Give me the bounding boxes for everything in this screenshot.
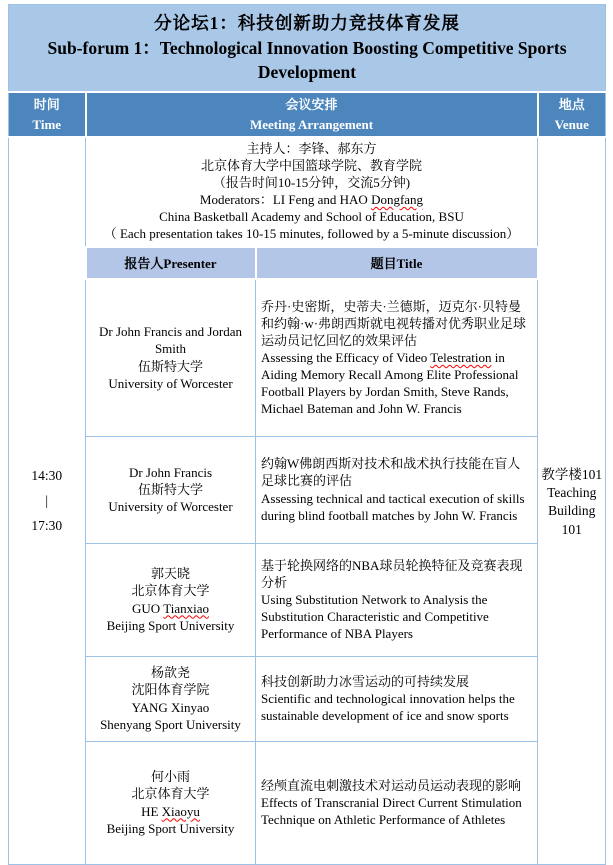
paper-title-en [261,349,533,418]
moderator-line-zh-1: 主持人：李锋、郝东方 [246,141,377,157]
session-row-3 [9,543,606,656]
column-header-venue [538,92,606,137]
moderator-line-en-3: （ Each presentation takes 10-15 minutes, followed by a 5-minute discussion） [103,225,520,241]
presenter-affiliation-zh: 北京体育大学 [131,583,210,599]
paper-title-zh: 科技创新助力冰雪运动的可持续发展 [261,673,470,689]
moderator-info [86,137,538,246]
session-row-5 [9,741,606,864]
paper-title-en-post: in Aiding Memory Recall Among Elite Professional Football Players by Jordan Smith, Steve Rands, Michael Bateman and John W. Francis [261,350,519,417]
column-header-meeting [86,92,538,137]
session-time [9,137,86,864]
subforum-schedule-table [8,4,606,865]
venue-header-en: Venue [554,116,589,132]
paper-title-cell [256,656,538,741]
moderator-name-dongfang: Dongfang [371,191,424,207]
presenter-cell [86,279,256,437]
subforum-title-en: Sub-forum 1：Technological Innovation Boosting Competitive Sports Development [47,38,567,82]
paper-title-en: Using Substitution Network to Analysis the Substitution Characteristic and Competitive Performance of NBA Players [261,592,489,642]
presenter-name-zh: 郭天晓 [150,566,190,582]
paper-title-en: Effects of Transcranial Direct Current Stimulation Technique on Athletic Performance of Athletes [261,795,522,828]
session-row-2 [9,436,606,543]
moderator-line-en-2: China Basketball Academy and School of Education, BSU [159,208,464,224]
paper-title-cell [256,436,538,543]
presenter-name: Dr John Francis and Jordan Smith [99,324,242,357]
title-band [9,5,606,93]
paper-title-en-wavy: Telestration [430,350,492,366]
presenter-name-en [89,803,252,820]
paper-title-en-pre: Assessing the Efficacy of Video [261,350,431,366]
presenter-name-en [89,600,252,617]
session-row-1 [9,279,606,437]
presenter-affiliation-zh: 沈阳体育学院 [131,682,210,698]
subforum-title-zh: 分论坛1：科技创新助力竞技体育发展 [154,13,460,33]
presenter-name-zh: 杨歆尧 [150,665,190,681]
presenter-givenname: Tianxiao [163,600,209,616]
session-row-4 [9,656,606,741]
paper-title-cell [256,279,538,437]
presenter-affiliation-zh: 北京体育大学 [131,786,210,802]
time-header-en: Time [32,116,62,132]
paper-title-zh: 基于轮换网络的NBA球员轮换特征及竞赛表现分析 [261,557,523,590]
paper-title-en: Scientific and technological innovation helps the sustainable development of ice and snow sports [261,691,515,724]
presenter-affiliation-en: Beijing Sport University [106,820,235,836]
venue-zh: 教学楼101 [541,467,603,483]
moderator-line-zh-3: （报告时间10-15分钟，交流5分钟) [212,175,411,191]
presenter-name-en: YANG Xinyao [131,699,210,715]
presenter-affiliation-zh: 伍斯特大学 [137,482,203,498]
time-header-zh: 时间 [33,97,60,113]
meeting-header-zh: 会议安排 [285,97,338,113]
conference-schedule-document [8,4,605,865]
moderators-label: Moderators：LI Feng and HAO [199,191,372,207]
subheader-row [9,247,606,279]
column-header-row [9,92,606,137]
moderator-row [9,137,606,246]
column-header-time [9,92,86,137]
presenter-affiliation-en: University of Worcester [108,375,233,391]
presenter-affiliation-en: Beijing Sport University [106,617,235,633]
paper-title-en: Assessing technical and tactical execution of skills during blind football matches by John W. Francis [261,490,525,523]
presenter-affiliation-en: University of Worcester [108,499,233,515]
moderator-line-en-1 [87,192,536,209]
time-separator: | [45,492,49,508]
paper-title-zh: 约翰W佛朗西斯对技术和战术执行技能在盲人足球比赛的评估 [261,456,521,489]
presenter-name-zh: 何小雨 [150,769,190,785]
time-end: 17:30 [31,517,63,533]
presenter-cell [86,436,256,543]
presenter-cell [86,741,256,864]
presenter-surname: GUO [132,600,164,616]
subheader-presenter: 报告人Presenter [86,247,256,279]
session-venue [538,137,606,864]
paper-title-zh: 乔丹·史密斯，史蒂夫·兰德斯，迈克尔·贝特曼和约翰·w·弗朗西斯就电视转播对优秀职业足球运动员记忆回忆的效果评估 [261,298,527,348]
paper-title-cell [256,741,538,864]
time-start: 14:30 [31,467,63,483]
presenter-affiliation-zh: 伍斯特大学 [137,358,203,374]
title-row [9,5,606,93]
paper-title-zh: 经颅直流电刺激技术对运动员运动表现的影响 [261,777,522,793]
moderator-line-zh-2: 北京体育大学中国篮球学院、教育学院 [200,158,422,174]
presenter-surname: HE [141,803,162,819]
presenter-affiliation-en: Shenyang Sport University [100,716,241,732]
presenter-cell [86,656,256,741]
venue-en: Teaching Building 101 [547,485,597,537]
presenter-givenname: Xiaoyu [161,803,200,819]
subheader-title: 题目Title [256,247,538,279]
venue-header-zh: 地点 [558,97,585,113]
paper-title-cell [256,543,538,656]
presenter-cell [86,543,256,656]
meeting-header-en: Meeting Arrangement [249,116,374,132]
presenter-name: Dr John Francis [128,464,213,480]
